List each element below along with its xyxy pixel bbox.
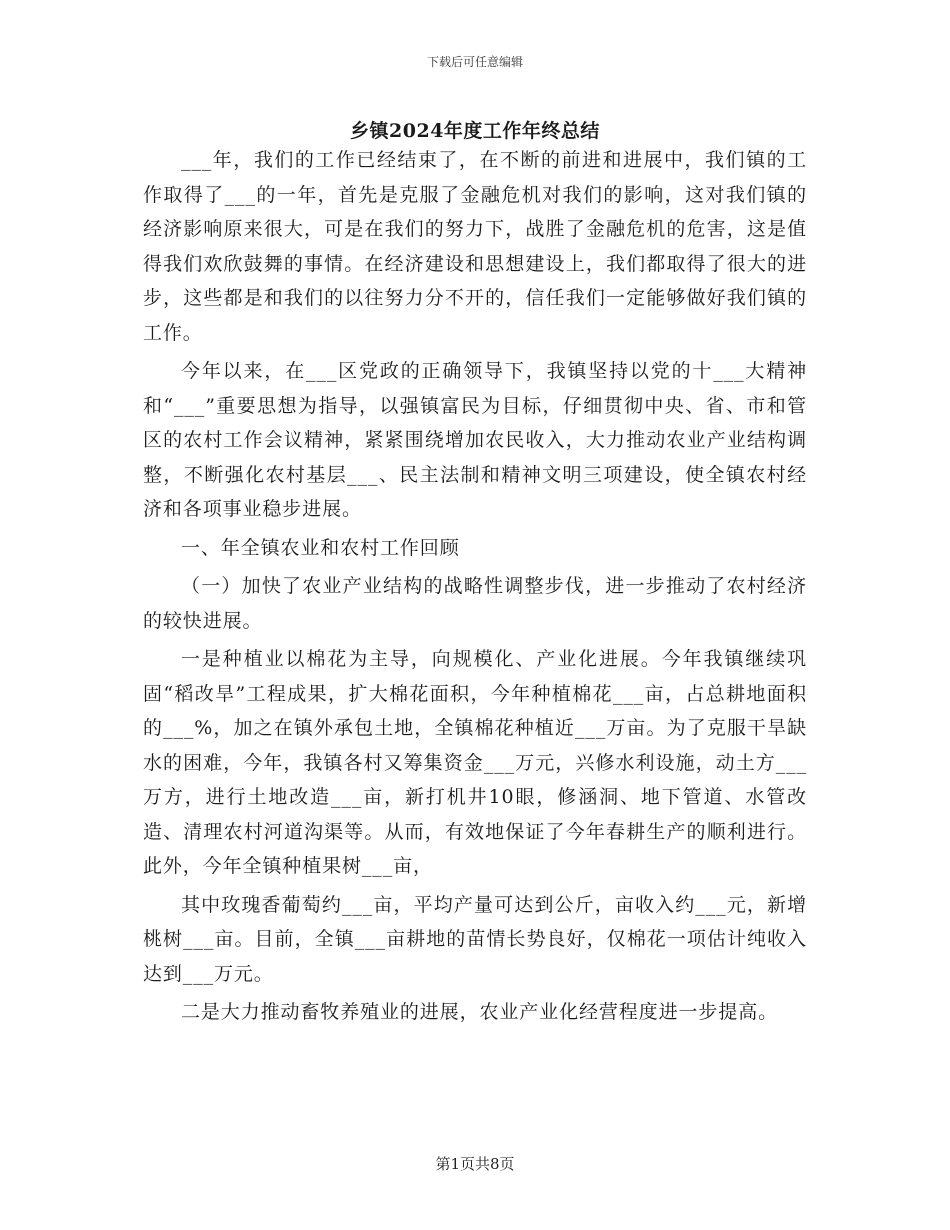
paragraph: 一是种植业以棉花为主导，向规模化、产业化进展。今年我镇继续巩固“稻改旱”工程成果，扩大棉花面积，今年种植棉花___亩，占总耕地面积的___%，加之在镇外承包土地，全镇棉花种植近___万亩。为了克服干旱缺水的困难，今年，我镇各村又筹集资金___万元，兴修水利设施，动土方___万方，进行土地改造___亩，新打机井10眼，修涵洞、地下管道、水管改造、清理农村河道沟渠等。从而，有效地保证了今年春耕生产的顺利进行。此外，今年全镇种植果树___亩， xyxy=(143,648,807,877)
document-title: 乡镇2024年度工作年终总结 xyxy=(350,120,600,142)
paragraph: ___年，我们的工作已经结束了，在不断的前进和进展中，我们镇的工作取得了___的一年，首先是克服了金融危机对我们的影响，这对我们镇的经济影响原来很大，可是在我们的努力下，战胜了金融危机的危害，这是值得我们欢欣鼓舞的事情。在经济建设和思想建设上，我们都取得了很大的进步，这些都是和我们的以往努力分不开的，信任我们一定能够做好我们镇的工作。 xyxy=(143,149,807,344)
paragraph: 二是大力推动畜牧养殖业的进展，农业产业化经营程度进一步提高。 xyxy=(181,1001,779,1023)
paragraph: 其中玫瑰香葡萄约___亩，平均产量可达到公斤，亩收入约___元，新增桃树___亩。目前，全镇___亩耕地的苗情长势良好，仅棉花一项估计纯收入达到___万元。 xyxy=(143,893,807,985)
paragraph: 今年以来，在___区党政的正确领导下，我镇坚持以党的十___大精神和“___”重要思想为指导，以强镇富民为目标，仔细贯彻中央、省、市和管区的农村工作会议精神，紧紧围绕增加农民收入，大力推动农业产业结构调整，不断强化农村基层___、民主法制和精神文明三项建设，使全镇农村经济和各项事业稳步进展。 xyxy=(143,360,807,520)
page-number: 第1页共8页 xyxy=(435,1155,515,1173)
document-body xyxy=(143,143,807,1034)
page-header-note: 下载后可任意编辑 xyxy=(426,55,523,69)
subsection-heading: （一）加快了农业产业结构的战略性调整步伐，进一步推动了农村经济的较快进展。 xyxy=(143,575,807,632)
section-heading: 一、年全镇农业和农村工作回顾 xyxy=(181,536,460,559)
